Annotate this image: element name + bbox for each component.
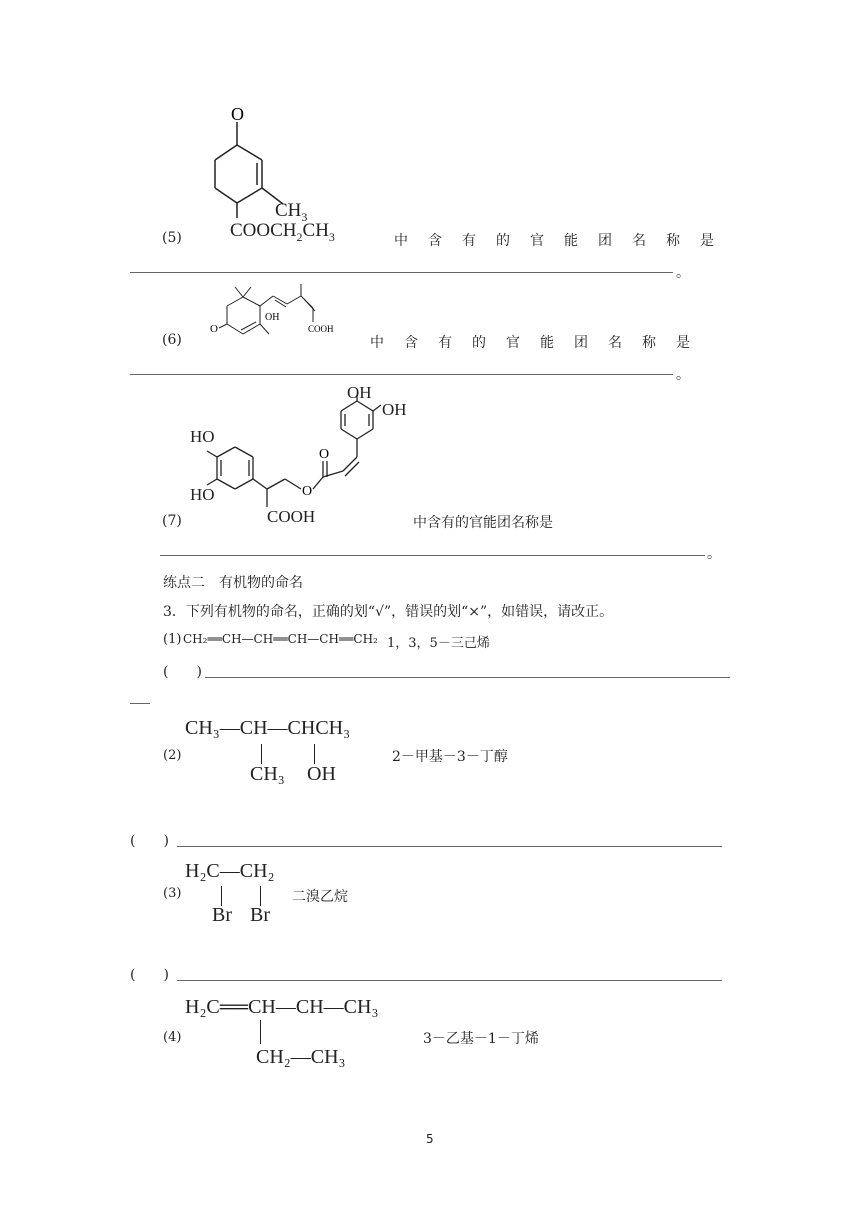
naming-1-judge-paren[interactable]: ( ) — [163, 664, 202, 680]
hydroxyl-oh-1: OH — [347, 383, 372, 402]
item-6-period: 。 — [676, 367, 690, 383]
naming-3-bond-1 — [221, 886, 222, 906]
naming-1-formula: CH₂══CH—CH══CH—CH══CH₂ — [183, 632, 378, 646]
page-number: 5 — [426, 1132, 434, 1146]
naming-4-label: (4) — [163, 1030, 182, 1045]
hydroxyl-ho-bottom: HO — [190, 485, 215, 504]
naming-2-branch-methyl: CH₃ — [250, 763, 285, 785]
ketone-o-label: O — [231, 104, 244, 124]
naming-4-name: 3－乙基－1－丁烯 — [423, 1031, 539, 1047]
naming-1-answer-line-cont[interactable] — [130, 703, 150, 704]
methyl-label: $CH_3$ — [275, 200, 308, 224]
item-5-label: (5) — [162, 230, 182, 246]
naming-2-bond-2 — [314, 744, 315, 764]
naming-2-name: 2－甲基－3－丁醇 — [392, 749, 508, 765]
naming-3-bond-2 — [260, 886, 261, 906]
ester-group-label: $COOCH_2CH_3$ — [230, 220, 335, 244]
carboxyl-cooh-7: COOH — [267, 507, 316, 526]
naming-3-label: (3) — [163, 886, 182, 901]
naming-2-label: (2) — [163, 748, 182, 763]
naming-3-judge-paren[interactable]: ( ) — [130, 967, 169, 983]
molecule-6-structure — [205, 282, 375, 357]
naming-3-formula-main: H₂C—CH₂ — [185, 860, 275, 882]
naming-2-formula-main: CH₃—CH—CHCH₃ — [185, 717, 351, 739]
item-5-answer-line[interactable] — [130, 272, 673, 273]
item-5-question: 中含有的官能团名称是 — [394, 233, 734, 249]
naming-3-name: 二溴乙烷 — [292, 889, 348, 905]
item-7-label: (7) — [162, 513, 182, 529]
ester-o-label: O — [302, 484, 313, 499]
naming-4-formula-main: H₂C══CH—CH—CH₃ — [185, 996, 379, 1018]
naming-1-label: (1) — [163, 632, 182, 647]
naming-2-bond-1 — [261, 744, 262, 764]
item-7-answer-line[interactable] — [160, 555, 705, 556]
item-5-period: 。 — [676, 265, 690, 281]
carboxyl-label: COOH — [308, 324, 334, 334]
naming-4-bond — [260, 1020, 261, 1044]
item-6-label: (6) — [162, 332, 182, 348]
naming-3-branch-br-2: Br — [250, 904, 270, 926]
hydroxyl-label: OH — [265, 312, 280, 323]
item-6-question: 中含有的官能团名称是 — [370, 335, 710, 351]
naming-3-branch-br-1: Br — [212, 904, 232, 926]
carbonyl-o-label: O — [319, 447, 330, 462]
naming-2-answer-line[interactable] — [177, 846, 722, 847]
naming-2-judge-paren[interactable]: ( ) — [130, 833, 169, 849]
naming-1-name: 1，3，5－三己烯 — [387, 636, 490, 651]
naming-1-answer-line[interactable] — [205, 677, 730, 678]
question-3-stem: 3．下列有机物的命名，正确的划“√”，错误的划“×”，如错误，请改正。 — [163, 604, 614, 620]
section-title: 练点二 有机物的命名 — [163, 575, 303, 591]
naming-4-branch-ethyl: CH₂—CH₃ — [256, 1046, 346, 1068]
item-7-period: 。 — [707, 546, 721, 562]
hydroxyl-oh-2: OH — [382, 400, 407, 419]
item-6-answer-line[interactable] — [130, 374, 673, 375]
naming-3-answer-line[interactable] — [177, 980, 722, 981]
hydroxyl-ho-top: HO — [190, 427, 215, 446]
item-7-question: 中含有的官能团名称是 — [413, 515, 553, 531]
ketone-o-label-6: O — [210, 323, 218, 335]
naming-2-branch-hydroxyl: OH — [307, 763, 336, 785]
